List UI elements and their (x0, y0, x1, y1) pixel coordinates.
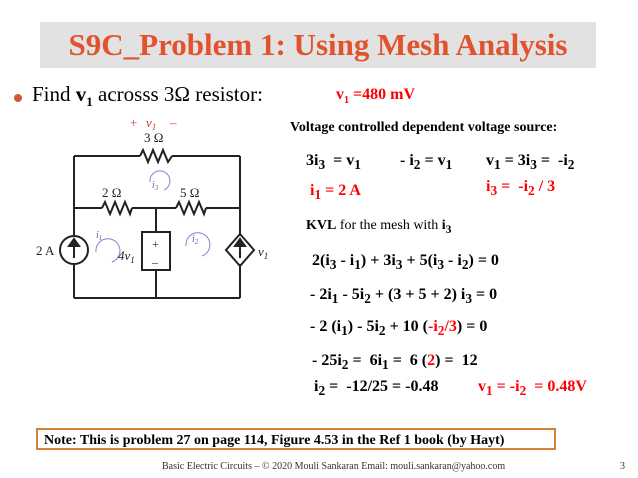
svg-text:+: + (152, 237, 159, 251)
eq-minus-i2: - $i_2 = v_1$ (400, 152, 453, 173)
answer-v1: $v_1 =480$ mV (336, 86, 415, 107)
eq-3i3: $3i_3 = v_1$ (306, 152, 361, 173)
svg-text:–: – (152, 255, 158, 269)
svg-text:+: + (130, 115, 138, 130)
svg-text:i3: $i_3$ (152, 180, 159, 192)
slide-title: S9C_Problem 1: Using Mesh Analysis (68, 27, 568, 62)
svg-text:2 A: 2 A (36, 243, 55, 258)
svg-text:4v1: $4v_1$ (118, 248, 135, 265)
eq-v1-def: $v_1 = 3i_3 = -i_2$ (486, 152, 575, 173)
svg-text:–: – (170, 115, 177, 130)
svg-text:5 Ω: 5 Ω (180, 185, 200, 200)
bullet-text: Find $v_1$ acrosss 3Ω resistor: (32, 82, 263, 110)
eq-solve-2: $i_2 = -12/25 = -0.48$ (314, 378, 439, 399)
eq-kvl-1: $2(i_3 - i_1) + 3i_3 + 5(i_3 - i_2) = 0$ (312, 252, 499, 273)
eq-kvl-3: - 2 $(i_1) - 5i_2 + 10$ $(-i_2/3) = 0$ (310, 318, 488, 339)
page-number: 3 (620, 461, 625, 472)
vcvs-heading: Voltage controlled dependent voltage source: (290, 120, 558, 135)
eq-i1: $i_1 = 2$ A (310, 182, 361, 203)
svg-text:v1: $v_1$ (146, 115, 157, 132)
eq-final-v1: $v_1 = -i_2 = 0.48V$ (478, 378, 587, 399)
eq-kvl-2: - $2i_1 - 5i_2 + (3 + 5 + 2) i_3 = 0$ (310, 286, 498, 307)
kvl-label: KVL for the mesh with $i_3$ (306, 218, 452, 236)
svg-text:i1: $i_1$ (96, 230, 103, 242)
eq-i3: $i_3 = -i_2 / 3$ (486, 178, 556, 199)
eq-solve-1: - $25i_2 = 6i_1 = 6$ (2) = 12 (312, 352, 478, 373)
svg-text:3 Ω: 3 Ω (144, 130, 164, 145)
footer: Basic Electric Circuits – © 2020 Mouli Sankaran Email: mouli.sankaran@yahoo.com (162, 461, 506, 472)
svg-text:v1: $v_1$ (258, 244, 269, 261)
svg-text:2 Ω: 2 Ω (102, 185, 122, 200)
svg-text:i2: $i_2$ (192, 234, 199, 246)
reference-note: Note: This is problem 27 on page 114, Figure 4.53 in the Ref 1 book (by Hayt) (36, 428, 556, 450)
